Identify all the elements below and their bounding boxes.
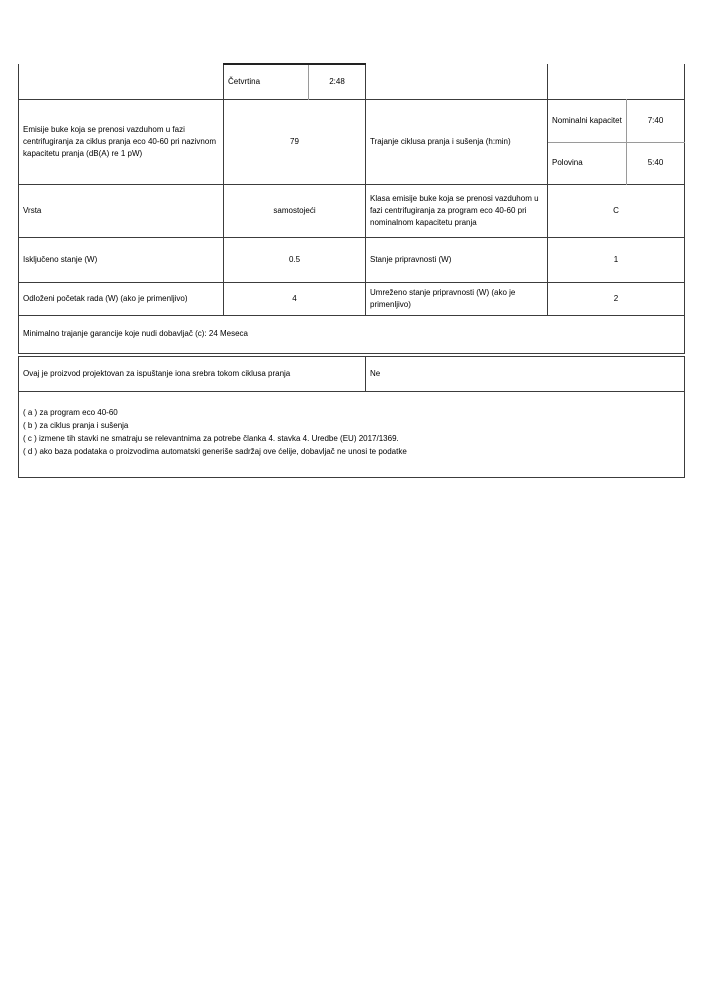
empty-cell: [366, 64, 548, 99]
noise-class-value: C: [548, 184, 685, 237]
standby-value: 1: [548, 237, 685, 282]
silver-ions-label: Ovaj je proizvod projektovan za ispuštanje iona srebra tokom ciklusa pranja: [19, 356, 366, 391]
noise-value: 79: [224, 99, 366, 184]
silver-table: [18, 356, 685, 478]
quarter-label: Četvrtina: [224, 64, 309, 99]
footnote-d: ( d ) ako baza podataka o proizvodima automatski generiše sadržaj ove ćelije, dobavljač ne unosi te podatke: [23, 446, 407, 456]
footnote-c: ( c ) izmene tih stavki ne smatraju se relevantnima za potrebe članka 4. stavka 4. Uredbe (EU) 2017/1369.: [23, 433, 399, 443]
duration-sub-label-half: Polovina: [548, 142, 627, 184]
duration-sub-value-half: 5:40: [627, 142, 685, 184]
empty-cell: [548, 64, 685, 99]
duration-sub-label-nominal: Nominalni kapacitet: [548, 99, 627, 142]
footnote-a: ( a ) za program eco 40-60: [23, 407, 118, 417]
off-mode-value: 0.5: [224, 237, 366, 282]
network-standby-value: 2: [548, 282, 685, 315]
row-off-mode: [19, 237, 685, 282]
off-mode-label: Isključeno stanje (W): [19, 237, 224, 282]
spec-table: [18, 63, 685, 354]
row-noise: [19, 99, 685, 142]
noise-label: Emisije buke koja se prenosi vazduhom u fazi centrifugiranja za ciklus pranja eco 40-60 pri nazivnom kapacitetu pranja (dB(A) re 1 pW): [19, 99, 224, 184]
type-value: samostojeći: [224, 184, 366, 237]
network-standby-label: Umreženo stanje pripravnosti (W) (ako je primenljivo): [366, 282, 548, 315]
delay-value: 4: [224, 282, 366, 315]
row-footnotes: [19, 391, 685, 477]
type-label: Vrsta: [19, 184, 224, 237]
product-spec-document: [18, 63, 685, 478]
row-silver-ions: [19, 356, 685, 391]
quarter-value: 2:48: [309, 64, 366, 99]
row-warranty: [19, 315, 685, 353]
warranty-text: Minimalno trajanje garancije koje nudi dobavljač (c): 24 Meseca: [19, 315, 685, 353]
row-delay: [19, 282, 685, 315]
delay-label: Odloženi početak rada (W) (ako je primenljivo): [19, 282, 224, 315]
empty-cell: [19, 64, 224, 99]
duration-sub-value-nominal: 7:40: [627, 99, 685, 142]
noise-class-label: Klasa emisije buke koja se prenosi vazduhom u fazi centrifugiranja za program eco 40-60 pri nominalnom kapacitetu pranja: [366, 184, 548, 237]
footnote-b: ( b ) za ciklus pranja i sušenja: [23, 420, 129, 430]
row-quarter: [19, 64, 685, 99]
silver-ions-value: Ne: [366, 356, 685, 391]
footnotes-block: [19, 391, 685, 477]
standby-label: Stanje pripravnosti (W): [366, 237, 548, 282]
row-type: [19, 184, 685, 237]
duration-label: Trajanje ciklusa pranja i sušenja (h:min): [366, 99, 548, 184]
